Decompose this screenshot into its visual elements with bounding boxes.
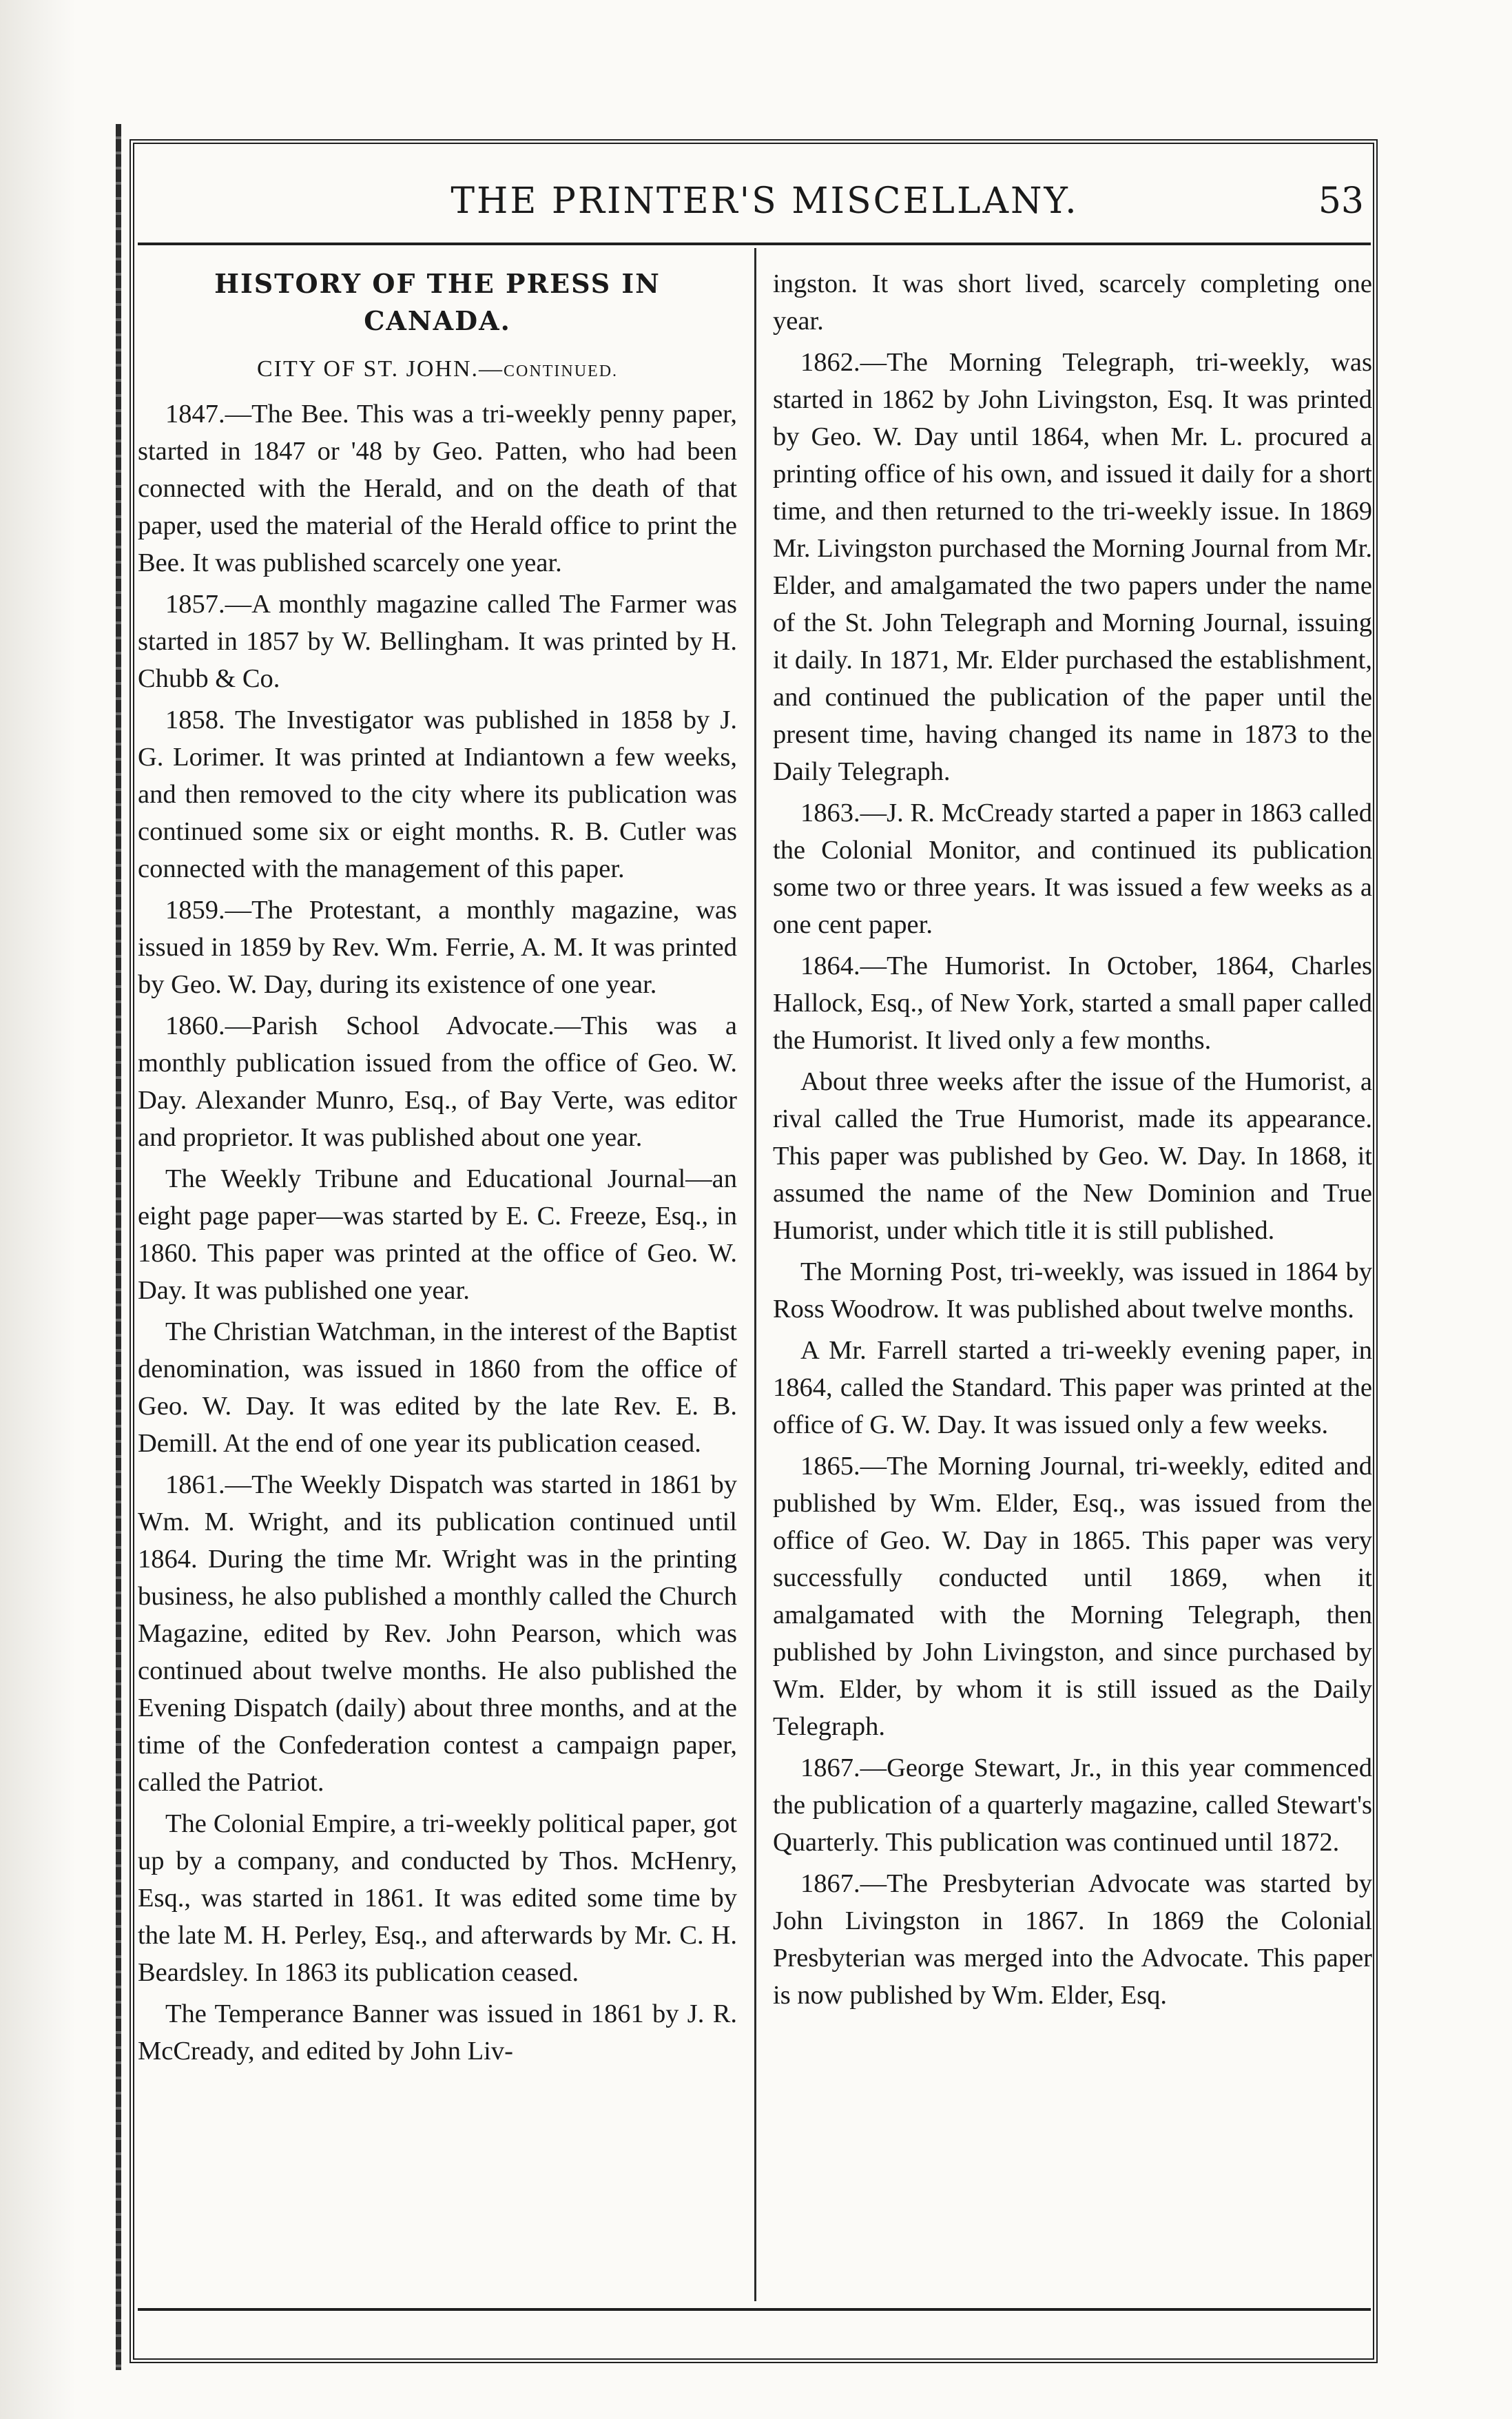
paragraph: 1864.—The Humorist. In October, 1864, Charles Hallock, Esq., of New York, started a small paper called the Humorist. It lived only a few months. bbox=[773, 951, 1372, 1055]
paragraph: 1847.—The Bee. This was a tri-weekly penny paper, started in 1847 or '48 by Geo. Patten, who had been connected with the Herald, and on the death of that paper, used the material of the Herald office to print the Bee. It was published scarcely one year. bbox=[138, 400, 737, 577]
right-column bbox=[773, 265, 1372, 2018]
paragraph: ingston. It was short lived, scarcely completing one year. bbox=[773, 269, 1372, 336]
paragraph: 1867.—George Stewart, Jr., in this year commenced the publication of a quarterly magazine, called Stewart's Quarterly. This publication was continued until 1872. bbox=[773, 1753, 1372, 1857]
paragraph: About three weeks after the issue of the Humorist, a rival called the True Humorist, made its appearance. This paper was published by Geo. W. Day. In 1868, it assumed the name of the New Dominion and True Humorist, under which title it is still published. bbox=[773, 1067, 1372, 1245]
footer-rule bbox=[138, 2308, 1371, 2311]
paragraph: 1865.—The Morning Journal, tri-weekly, edited and published by Wm. Elder, Esq., was issued from the office of Geo. W. Day in 1865. This paper was very successfully conducted until 1869, when it amalgamated with the Morning Telegraph, then published by John Livingston, and since purchased by Wm. Elder, by whom it is still issued as the Daily Telegraph. bbox=[773, 1452, 1372, 1741]
paragraph: The Temperance Banner was issued in 1861 by J. R. McCready, and edited by John Liv- bbox=[138, 1999, 737, 2066]
paragraph: The Colonial Empire, a tri-weekly political paper, got up by a company, and conducted by Thos. McHenry, Esq., was started in 1861. It was edited some time by the late M. H. Perley, Esq., and afterwards by Mr. C. H. Beardsley. In 1863 its publication ceased. bbox=[138, 1809, 737, 1987]
header-rule bbox=[138, 243, 1371, 245]
running-head: THE PRINTER'S MISCELLANY. bbox=[451, 181, 1079, 222]
paragraph: A Mr. Farrell started a tri-weekly evening paper, in 1864, called the Standard. This paper was printed at the office of G. W. Day. It was issued only a few weeks. bbox=[773, 1336, 1372, 1439]
article-subtitle bbox=[138, 351, 737, 390]
paragraph: 1860.—Parish School Advocate.—This was a monthly publication issued from the office of Geo. W. Day. Alexander Munro, Esq., of Bay Verte, was editor and proprietor. It was published about one year. bbox=[138, 1011, 737, 1152]
paragraph: 1862.—The Morning Telegraph, tri-weekly, was started in 1862 by John Livingston, Esq. It was printed by Geo. W. Day until 1864, when Mr. L. procured a printing office of his own, and issued it daily for a short time, and then returned to the tri-weekly issue. In 1869 Mr. Livingston purchased the Morning Journal from Mr. Elder, and amalgamated the two papers under the name of the St. John Telegraph and Morning Journal, issuing it daily. In 1871, Mr. Elder purchased the establishment, and continued the publication of the paper until the present time, having changed its name in 1873 to the Daily Telegraph. bbox=[773, 348, 1372, 786]
paragraph: The Morning Post, tri-weekly, was issued in 1864 by Ross Woodrow. It was published about twelve months. bbox=[773, 1257, 1372, 1324]
paragraph: 1858. The Investigator was published in 1858 by J. G. Lorimer. It was printed at Indiantown a few weeks, and then removed to the city where its publication was continued some six or eight months. R. B. Cutler was connected with the management of this paper. bbox=[138, 706, 737, 883]
article-title: HISTORY OF THE PRESS IN CANADA. bbox=[214, 268, 661, 336]
column-divider bbox=[754, 248, 756, 2301]
paragraph: 1859.—The Protestant, a monthly magazine, was issued in 1859 by Rev. Wm. Ferrie, A. M. It was printed by Geo. W. Day, during its existence of one year. bbox=[138, 896, 737, 999]
subtitle-continued: CONTINUED. bbox=[504, 362, 619, 380]
paragraph: 1861.—The Weekly Dispatch was started in 1861 by Wm. M. Wright, and its publication continued until 1864. During the time Mr. Wright was in the printing business, he also published a monthly called the Church Magazine, edited by Rev. John Pearson, which was continued about twelve months. He also published the Evening Dispatch (daily) about three months, and at the time of the Confederation contest a campaign paper, called the Patriot. bbox=[138, 1470, 737, 1797]
left-column bbox=[138, 265, 737, 2074]
paragraph: 1867.—The Presbyterian Advocate was started by John Livingston in 1867. In 1869 the Colonial Presbyterian was merged into the Advocate. This paper is now published by Wm. Elder, Esq. bbox=[773, 1869, 1372, 2010]
paragraph: The Weekly Tribune and Educational Journal—an eight page paper—was started by E. C. Freeze, Esq., in 1860. This paper was printed at the office of Geo. W. Day. It was published one year. bbox=[138, 1164, 737, 1305]
binding-rule bbox=[116, 124, 121, 2370]
paragraph: The Christian Watchman, in the interest of the Baptist denomination, was issued in 1860 from the office of Geo. W. Day. It was edited by the late Rev. E. B. Demill. At the end of one year its publication ceased. bbox=[138, 1317, 737, 1458]
scan-edge bbox=[0, 0, 76, 2419]
paragraph: 1863.—J. R. McCready started a paper in 1863 called the Colonial Monitor, and continued its publication some two or three years. It was issued a few weeks as a one cent paper. bbox=[773, 799, 1372, 939]
subtitle-city: CITY OF ST. JOHN.— bbox=[256, 356, 504, 382]
page-number: 53 bbox=[1318, 181, 1364, 222]
paragraph: 1857.—A monthly magazine called The Farmer was started in 1857 by W. Bellingham. It was printed by H. Chubb & Co. bbox=[138, 590, 737, 693]
